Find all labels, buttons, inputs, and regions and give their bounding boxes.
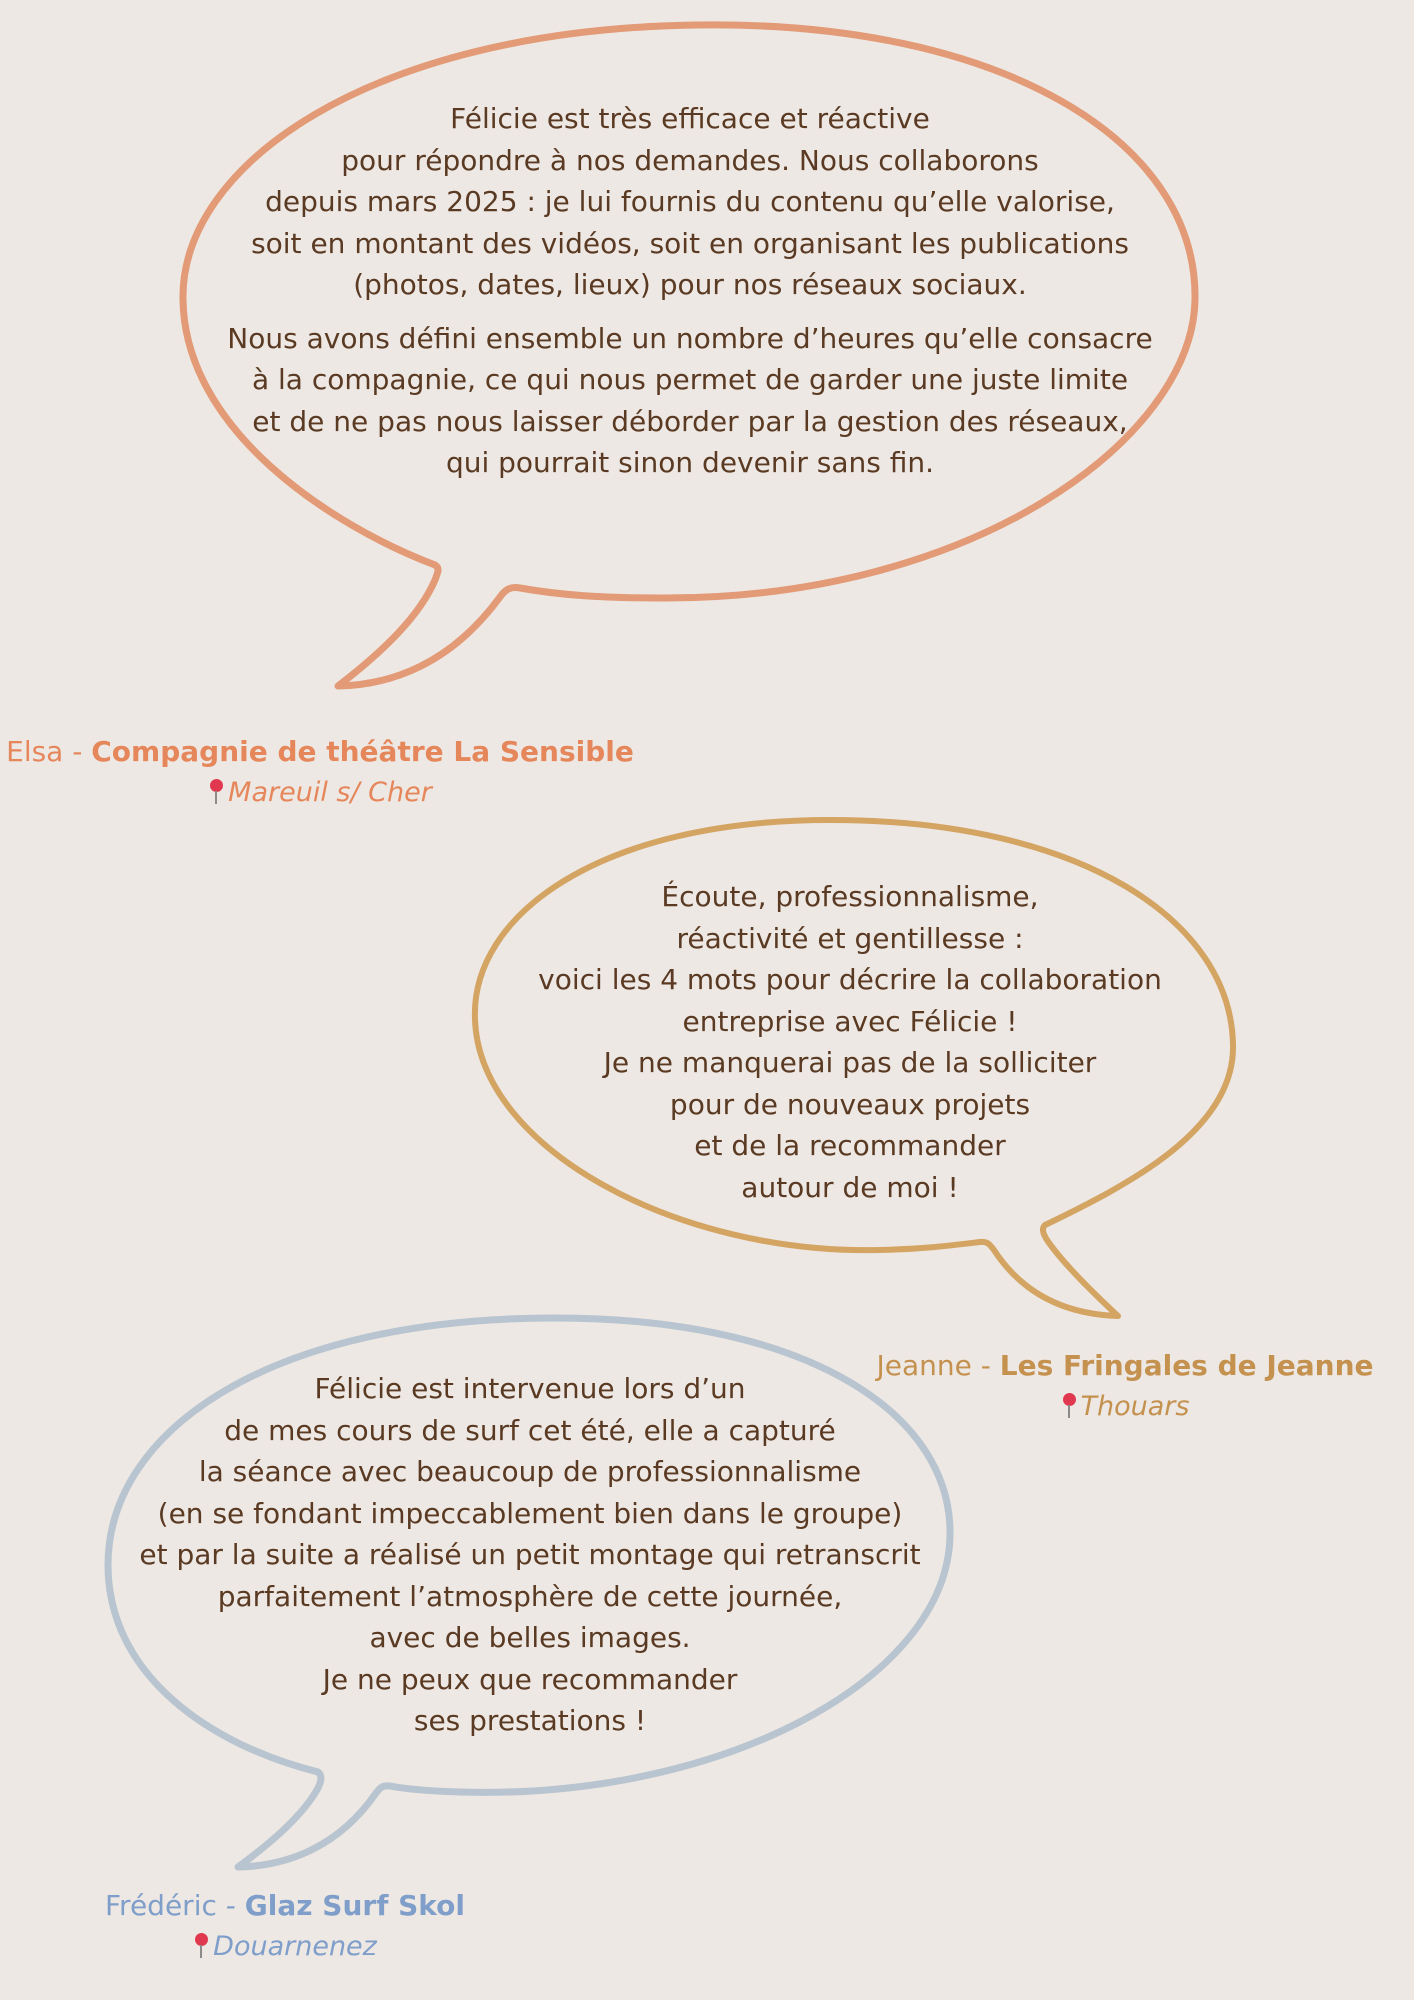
quote-paragraph: Écoute, professionnalisme, réactivité et gentillesse : voici les 4 mots pour décrire la collaboration entreprise avec Félicie ! Je ne manquerai pas de la solliciter pour de nouveaux projets et de la recommander autour de moi ! [538, 880, 1162, 1204]
location-name: Mareuil s/ Cher [228, 777, 432, 808]
author-line [60, 1886, 510, 1926]
author-block-elsa [0, 732, 640, 813]
author-block-frederic [60, 1886, 510, 1967]
map-pin-icon [1061, 1391, 1077, 1419]
author-location [60, 1926, 510, 1967]
testimonial-quote-jeanne [500, 876, 1200, 1208]
location-name: Douarnenez [213, 1931, 377, 1962]
author-company: Les Fringales de Jeanne [999, 1349, 1374, 1382]
author-location [0, 772, 640, 813]
location-name: Thouars [1080, 1391, 1190, 1422]
author-name: Frédéric [104, 1889, 217, 1922]
quote-paragraph: Félicie est très efficace et réactive pour répondre à nos demandes. Nous collaborons depuis mars 2025 : je lui fournis du contenu qu’elle valorise, soit en montant des vidéos, soit en organisant les publications (photos, dates, lieux) pour nos réseaux sociaux. [251, 102, 1129, 301]
map-pin-icon [208, 777, 224, 805]
testimonial-quote-elsa [210, 98, 1170, 484]
author-line [0, 732, 640, 772]
author-separator: - [971, 1349, 1000, 1382]
author-separator: - [63, 735, 92, 768]
author-name: Elsa [6, 735, 64, 768]
quote-paragraph: Félicie est intervenue lors d’un de mes cours de surf cet été, elle a capturé la séance avec beaucoup de professionnalisme (en se fondant impeccablement bien dans le groupe) et par la suite a réalisé un petit montage qui retranscrit parfaitement l’atmosphère de cette journée, avec de belles images. Je ne peux que recommander ses prestations ! [139, 1372, 921, 1737]
author-company: Compagnie de théâtre La Sensible [91, 735, 634, 768]
author-name: Jeanne [876, 1349, 972, 1382]
author-company: Glaz Surf Skol [244, 1889, 466, 1922]
testimonial-quote-frederic [110, 1368, 950, 1742]
map-pin-icon [193, 1931, 209, 1959]
quote-paragraph: Nous avons défini ensemble un nombre d’heures qu’elle consacre à la compagnie, ce qui nous permet de garder une juste limite et de ne pas nous laisser déborder par la gestion des réseaux, qui pourrait sinon devenir sans fin. [227, 321, 1153, 479]
author-separator: - [216, 1889, 245, 1922]
